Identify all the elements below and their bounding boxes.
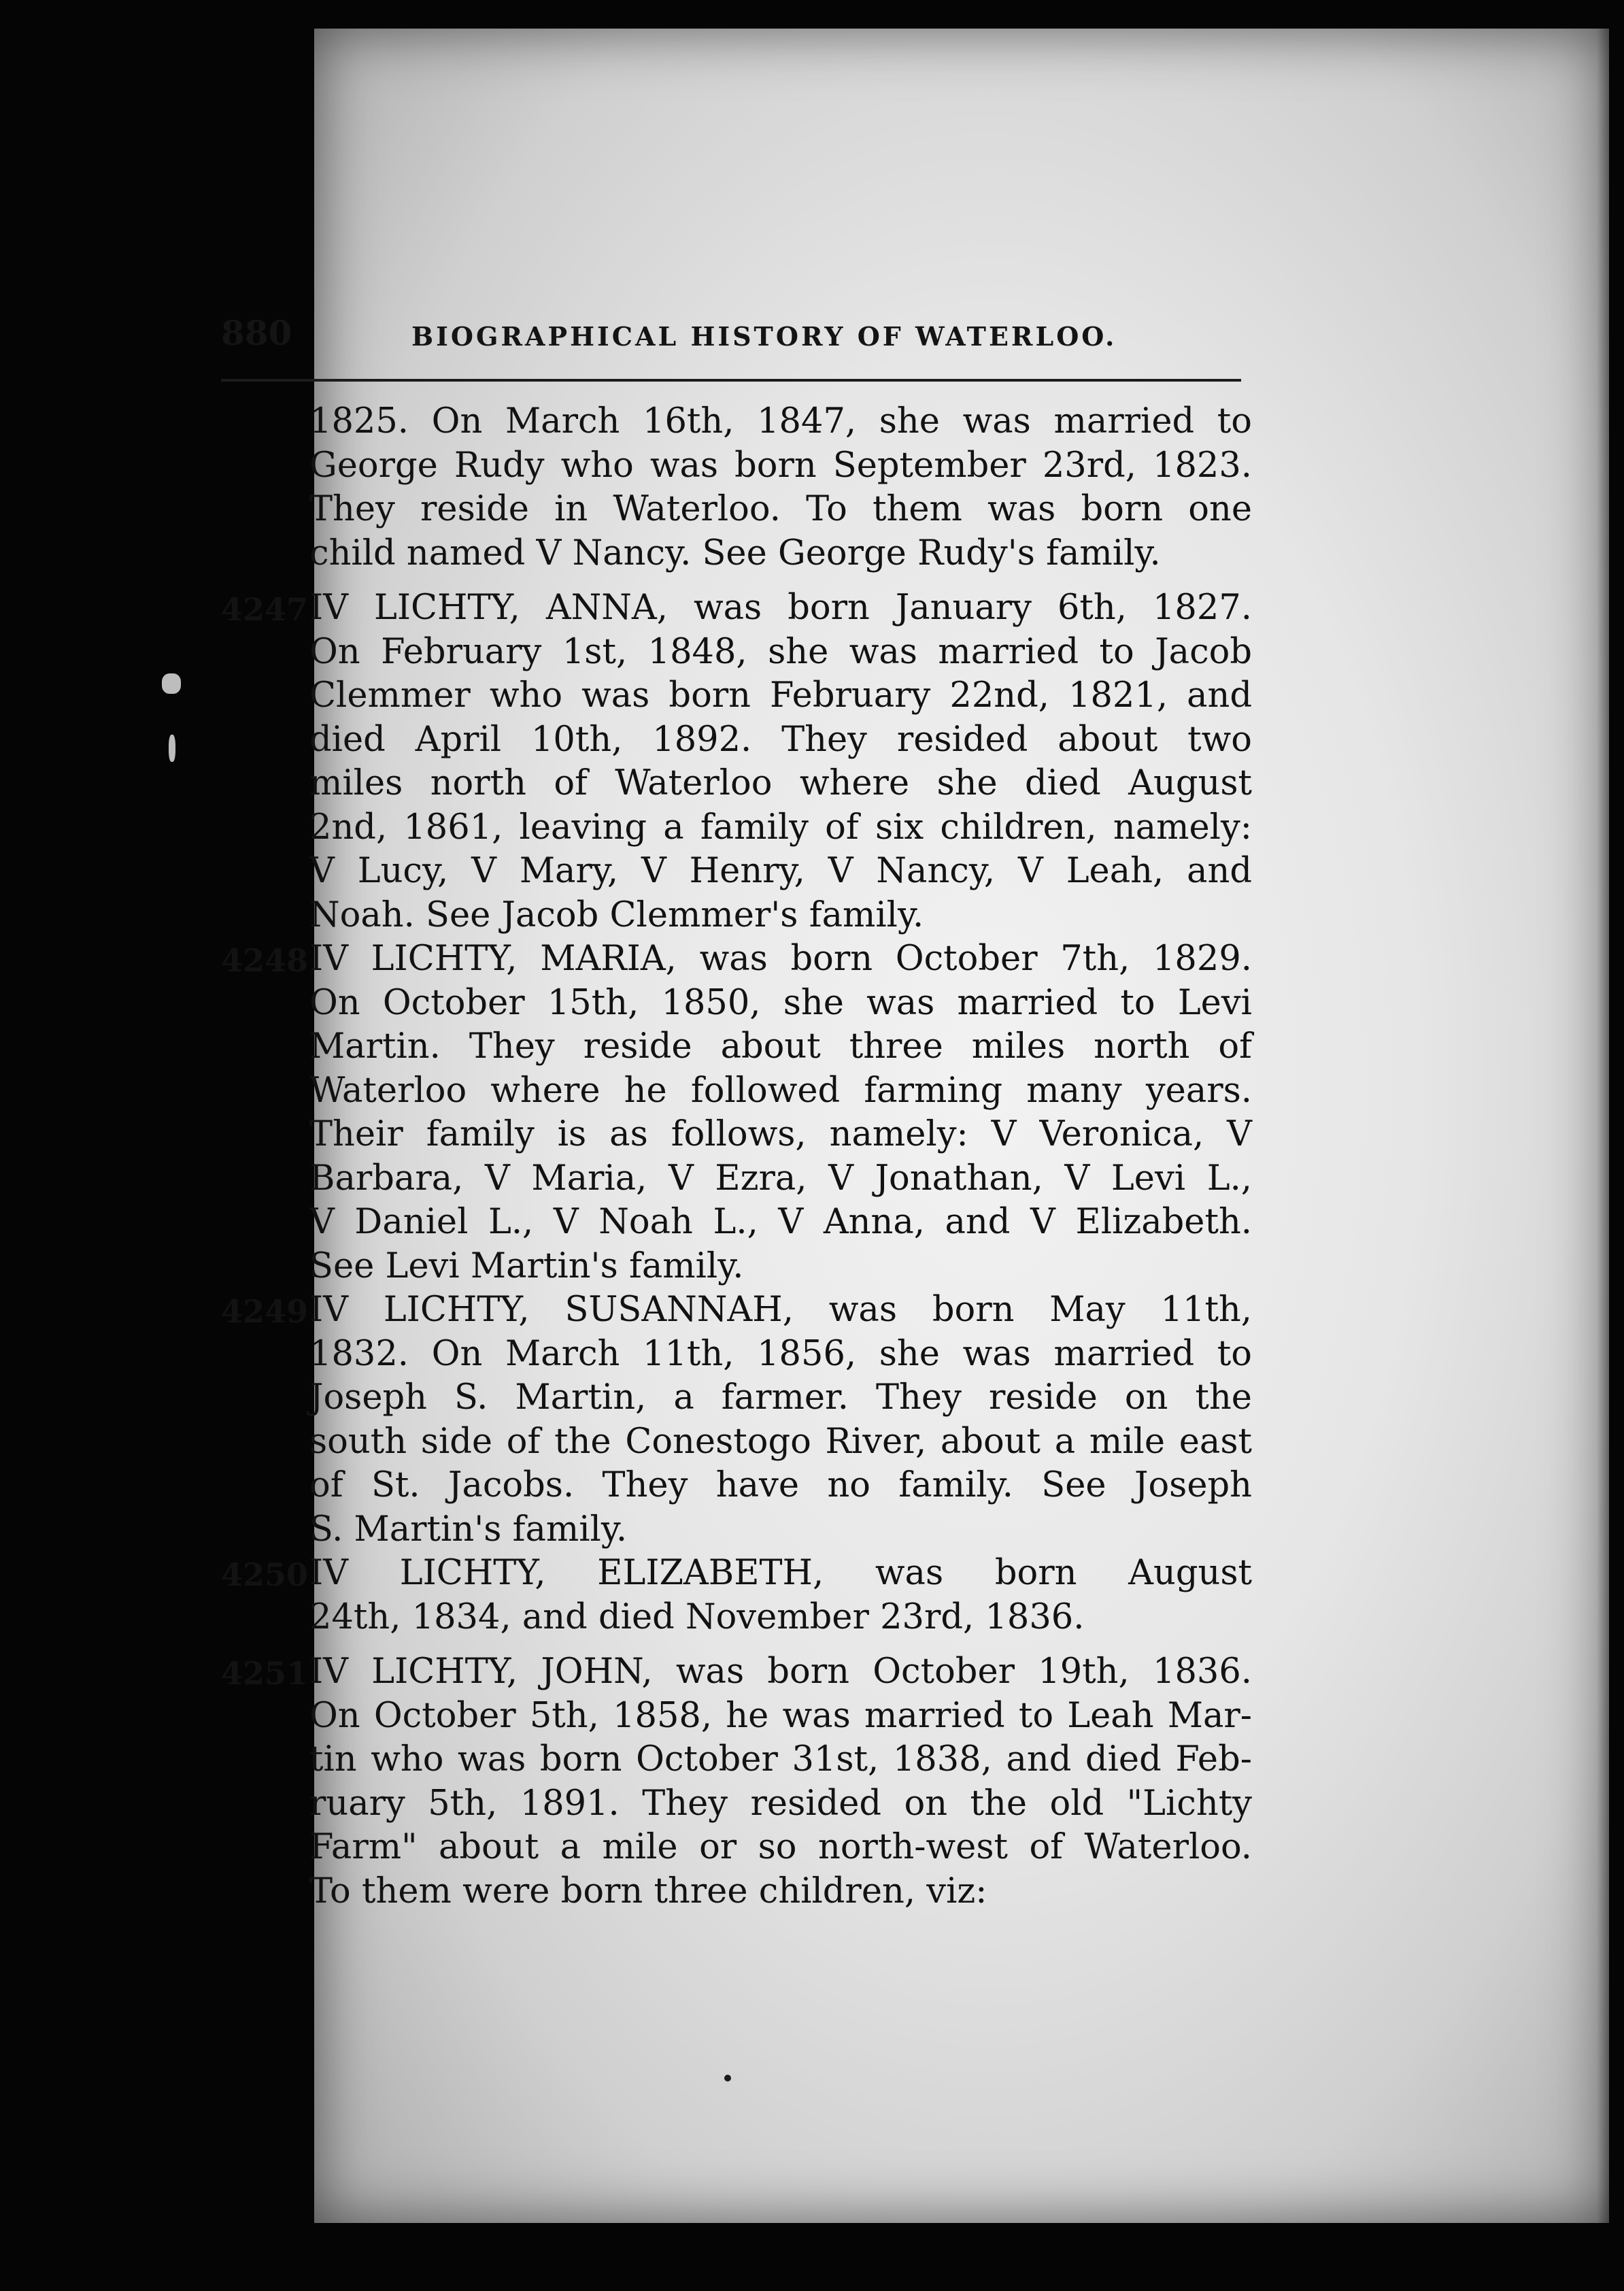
line-text: south side of the Conestogo River, about a mile east [309, 1421, 1252, 1462]
line-text: child named V Nancy. See George Rudy's family. [309, 533, 1161, 573]
text-line [221, 488, 1252, 532]
text-line [221, 1333, 1252, 1377]
entry-number: 4249 [221, 1293, 309, 1330]
text-line [221, 937, 1252, 982]
text-line [221, 1650, 1252, 1694]
text-line [221, 1782, 1252, 1826]
page-header [221, 292, 1241, 374]
line-text: Martin. They reside about three miles north of [309, 1026, 1252, 1067]
line-text: miles north of Waterloo where she died August [309, 763, 1252, 803]
line-text: Barbara, V Maria, V Ezra, V Jonathan, V Levi L., [309, 1158, 1252, 1199]
page-body-text [221, 400, 1252, 1913]
line-text: Clemmer who was born February 22nd, 1821, and [309, 675, 1252, 716]
entry-number: 4248 [221, 942, 309, 979]
line-text: tin who was born October 31st, 1838, and died Feb- [309, 1739, 1252, 1779]
line-text: Joseph S. Martin, a farmer. They reside on the [309, 1377, 1252, 1418]
line-text: On October 15th, 1850, she was married to Levi [309, 982, 1252, 1023]
page-number: 880 [221, 313, 292, 353]
line-text: S. Martin's family. [309, 1509, 628, 1550]
text-line [221, 674, 1252, 718]
text-line [221, 1738, 1252, 1782]
page-edge-shadow [1597, 29, 1609, 2223]
line-text: On October 5th, 1858, he was married to Leah Mar- [309, 1695, 1252, 1736]
line-text: On February 1st, 1848, she was married to Jacob [309, 631, 1252, 672]
text-line [221, 1201, 1252, 1245]
text-line [221, 586, 1252, 631]
line-text: Their family is as follows, namely: V Veronica, V [309, 1114, 1252, 1154]
text-line [221, 1596, 1252, 1640]
text-line [221, 1157, 1252, 1201]
text-line [221, 532, 1252, 576]
text-line [221, 1069, 1252, 1114]
header-rule [221, 379, 1241, 382]
line-text: V Daniel L., V Noah L., V Anna, and V Elizabeth. [309, 1202, 1252, 1242]
line-text: Farm" about a mile or so north-west of Waterloo. [309, 1827, 1252, 1867]
line-text: To them were born three children, viz: [309, 1871, 987, 1911]
text-line [221, 1420, 1252, 1465]
text-line [221, 1113, 1252, 1157]
line-text: IV LICHTY, JOHN, was born October 19th, 1836. [309, 1652, 1252, 1692]
text-line [221, 1025, 1252, 1069]
line-text: of St. Jacobs. They have no family. See Joseph [309, 1465, 1252, 1505]
text-line [221, 850, 1252, 894]
entry-number: 4251 [221, 1655, 309, 1692]
text-line [221, 1870, 1252, 1914]
text-line [221, 806, 1252, 850]
text-line [221, 894, 1252, 938]
line-text: Noah. See Jacob Clemmer's family. [309, 894, 924, 935]
text-line [221, 1552, 1252, 1596]
line-text: IV LICHTY, SUSANNAH, was born May 11th, [309, 1290, 1252, 1330]
line-text: ruary 5th, 1891. They resided on the old "Lichty [309, 1783, 1252, 1824]
text-line [221, 400, 1252, 444]
text-line [221, 631, 1252, 675]
line-text: V Lucy, V Mary, V Henry, V Nancy, V Leah, and [309, 851, 1252, 891]
paragraph-gap [221, 575, 1252, 586]
text-line [221, 1288, 1252, 1333]
paragraph-gap [221, 1639, 1252, 1650]
text-line [221, 1508, 1252, 1552]
text-line [221, 1464, 1252, 1508]
line-text: died April 10th, 1892. They resided about two [309, 719, 1252, 760]
line-text: 1832. On March 11th, 1856, she was married to [309, 1333, 1252, 1374]
line-text: George Rudy who was born September 23rd, 1823. [309, 445, 1252, 486]
line-text: 24th, 1834, and died November 23rd, 1836. [309, 1596, 1085, 1637]
running-title: BIOGRAPHICAL HISTORY OF WATERLOO. [411, 321, 1117, 352]
text-line [221, 1376, 1252, 1420]
line-text: IV LICHTY, ELIZABETH, was born August [309, 1553, 1252, 1593]
line-text: IV LICHTY, ANNA, was born January 6th, 1827. [309, 588, 1252, 628]
entry-number: 4247 [221, 591, 309, 628]
text-line [221, 718, 1252, 763]
line-text: They reside in Waterloo. To them was born one [309, 489, 1252, 529]
line-text: Waterloo where he followed farming many years. [309, 1070, 1252, 1111]
film-blemish [169, 735, 175, 762]
line-text: See Levi Martin's family. [309, 1245, 744, 1286]
entry-number: 4250 [221, 1556, 309, 1593]
text-line [221, 1826, 1252, 1870]
text-line [221, 762, 1252, 806]
text-line [221, 444, 1252, 488]
line-text: IV LICHTY, MARIA, was born October 7th, 1829. [309, 939, 1252, 979]
text-line [221, 1245, 1252, 1289]
line-text: 1825. On March 16th, 1847, she was married to [309, 401, 1252, 441]
line-text: 2nd, 1861, leaving a family of six children, namely: [309, 807, 1252, 848]
text-line [221, 982, 1252, 1026]
dust-speck [724, 2075, 731, 2081]
text-line [221, 1694, 1252, 1739]
film-blemish [162, 673, 181, 694]
